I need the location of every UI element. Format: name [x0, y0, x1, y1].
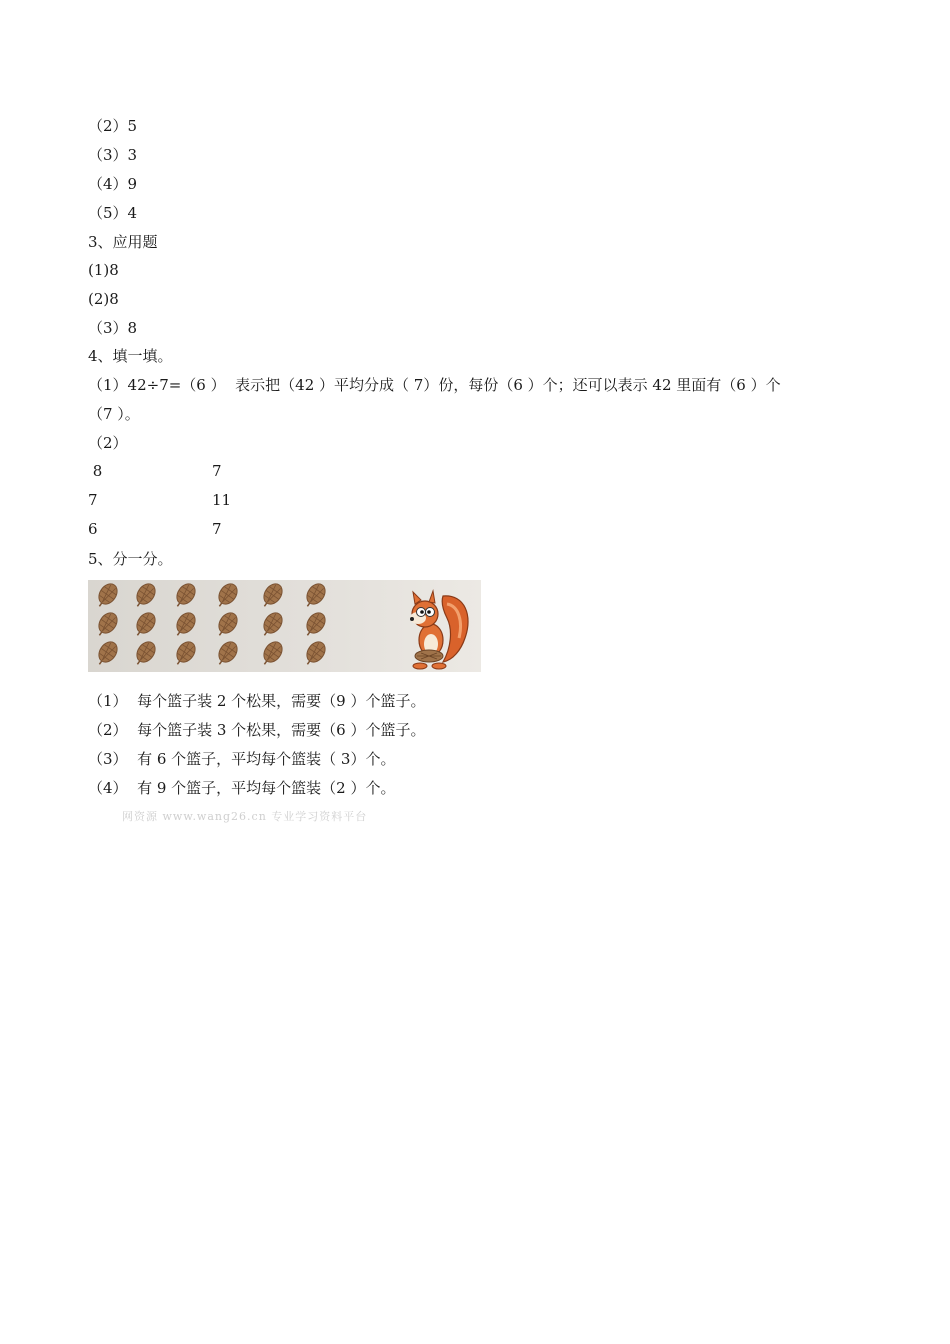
answer-line: （3）3 — [88, 146, 138, 164]
table-cell-left: 7 — [88, 491, 98, 509]
pine-cone-icon — [93, 638, 121, 668]
table-cell-right: 7 — [212, 462, 222, 480]
pine-cones-squirrel-figure — [88, 580, 481, 672]
pine-cone-icon — [301, 580, 329, 610]
pine-cone-icon — [171, 638, 199, 668]
answer-line: （1） 每个篮子装 2 个松果，需要（9 ）个篮子。 — [88, 692, 426, 710]
pine-cone-icon — [93, 580, 121, 610]
answer-line: （2）5 — [88, 117, 138, 135]
watermark-text: 网资源 www.wang26.cn 专业学习资料平台 — [122, 810, 368, 823]
pine-cone-group — [93, 580, 329, 668]
pine-cones-squirrel-illustration — [88, 580, 481, 672]
pine-cone-icon — [301, 638, 329, 668]
pine-cone-icon — [93, 609, 121, 639]
answer-line: （5）4 — [88, 204, 138, 222]
pine-cone-icon — [301, 609, 329, 639]
table-cell-right: 7 — [212, 520, 222, 538]
table-cell-left: 8 — [88, 462, 103, 480]
table-cell-left: 6 — [88, 520, 98, 538]
answer-line: （2） 每个篮子装 3 个松果，需要（6 ）个篮子。 — [88, 721, 426, 739]
answer-line: （3） 有 6 个篮子，平均每个篮装（ 3）个。 — [88, 750, 396, 768]
pine-cone-icon — [171, 609, 199, 639]
table-cell-right: 11 — [212, 491, 232, 509]
section-heading: 4、填一填。 — [88, 347, 173, 365]
pine-cone-icon — [131, 609, 159, 639]
fill-question-line: （1）42÷7=（6 ） 表示把（42 ）平均分成（ 7）份，每份（6 ）个；还可以表示 42 里面有（6 ）个 — [88, 376, 781, 394]
answer-line: （4）9 — [88, 175, 138, 193]
pine-cone-icon — [213, 609, 241, 639]
pine-cone-icon — [131, 580, 159, 610]
pine-cone-icon — [213, 638, 241, 668]
answer-line: （4） 有 9 个篮子，平均每个篮装（2 ）个。 — [88, 779, 396, 797]
section-heading: 5、分一分。 — [88, 550, 173, 568]
squirrel-icon — [410, 591, 468, 669]
pine-cone-icon — [258, 609, 286, 639]
fill-question-line: （7 ）。 — [88, 405, 140, 423]
pine-cone-icon — [171, 580, 199, 610]
pine-cone-icon — [131, 638, 159, 668]
answer-line: （3）8 — [88, 319, 138, 337]
fill-question-label: （2） — [88, 434, 128, 452]
answer-line: (1)8 — [88, 261, 119, 279]
answer-line: (2)8 — [88, 290, 119, 308]
pine-cone-icon — [213, 580, 241, 610]
pine-cone-icon — [258, 638, 286, 668]
pine-cone-icon — [258, 580, 286, 610]
section-heading: 3、应用题 — [88, 233, 158, 251]
